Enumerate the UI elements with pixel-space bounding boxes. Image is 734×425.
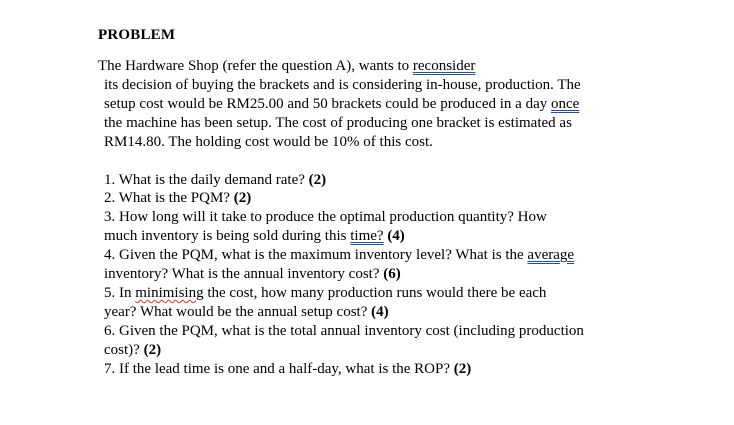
question-6-line-2 [104,341,161,359]
question-3-line-2 [104,227,405,245]
question-text: cost)? [104,342,144,358]
intro-line-3-text: setup cost would be RM25.00 and 50 brackets could be produced in a day [104,96,551,112]
question-underlined-word: time? [350,228,384,244]
question-5-line-2 [104,303,389,321]
spelling-flagged-word: minimising [135,285,204,301]
question-text: 7. If the lead time is one and a half-day, what is the ROP? [104,361,454,377]
question-4-line-1 [104,246,574,264]
intro-line-4: the machine has been setup. The cost of producing one bracket is estimated as [104,115,572,131]
question-marks: (2) [453,361,472,377]
question-1 [104,171,326,189]
question-text: much inventory is being sold during this [104,228,351,244]
question-marks: (2) [233,190,252,206]
intro-underlined-word: once [550,96,580,112]
question-3-line-1: 3. How long will it take to produce the optimal production quantity? How [104,209,547,225]
intro-line-3 [104,95,579,113]
question-4-line-2 [104,265,401,283]
intro-line-5: RM14.80. The holding cost would be 10% of this cost. [104,134,433,150]
question-marks: (2) [308,172,327,188]
question-marks: (6) [383,266,401,282]
question-2 [104,189,251,207]
intro-underlined-word: reconsider [412,58,476,74]
question-text: the cost, how many production runs would there be each [203,285,547,301]
question-5-line-1 [104,284,546,302]
question-text: inventory? What is the annual inventory cost? [104,266,384,282]
question-text: 5. In [104,285,136,301]
intro-line-2: its decision of buying the brackets and is considering in-house, production. The [104,77,581,93]
question-text: 2. What is the PQM? [104,190,234,206]
page-title: PROBLEM [98,27,176,43]
question-text: year? What would be the annual setup cost? [104,304,372,320]
question-marks: (4) [387,228,405,244]
question-6-line-1: 6. Given the PQM, what is the total annual inventory cost (including production [104,323,584,339]
question-marks: (4) [371,304,389,320]
question-marks: (2) [143,342,162,358]
question-text: 4. Given the PQM, what is the maximum inventory level? What is the [104,247,528,263]
question-text: 1. What is the daily demand rate? [104,172,309,188]
intro-line-1-text: The Hardware Shop (refer the question A), wants to [98,58,413,74]
question-underlined-word: average [527,247,575,263]
question-7 [104,360,471,378]
intro-line-1 [98,57,475,75]
